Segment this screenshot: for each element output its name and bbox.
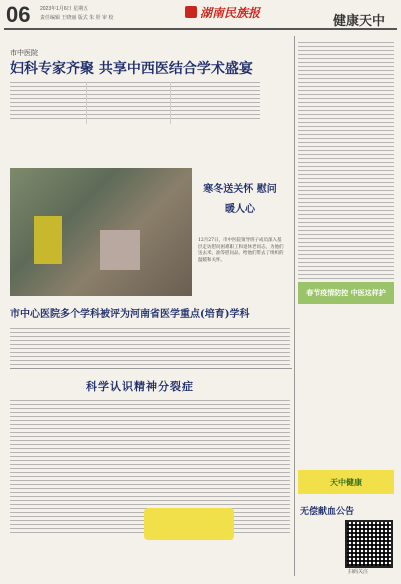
date-line: 2023年1月6日 星期五 <box>40 6 89 12</box>
col-divider <box>86 82 87 124</box>
right-banner-yellow <box>298 470 394 494</box>
photo-story-headline-text: 寒冬送关怀 慰问暖人心 <box>203 184 277 215</box>
paper-name: 湖南民族报 <box>200 6 261 20</box>
masthead <box>0 0 401 36</box>
news-photo <box>10 168 192 296</box>
banner-in-photo <box>34 216 62 264</box>
photo-story-headline <box>200 180 280 220</box>
story3-badge <box>144 508 234 540</box>
col-divider <box>170 82 171 124</box>
story1-kicker: 市中医院 <box>10 49 38 57</box>
right-banner-green-text: 春节疫情防控 中医这样护 <box>306 288 386 297</box>
story2-headline: 市中心医院多个学科被评为河南省医学重点(培育)学科 <box>10 309 250 320</box>
right-banner-green <box>298 282 394 304</box>
editor-line: 责任编辑 王晓丽 版式 朱 彤 审 校 <box>40 15 114 21</box>
photo-caption: 12月27日，市中医院领导班子成员深入基层走访慰问困难职工和退休老同志，为他们送去米、油等慰问品，给他们带去了组织的温暖和关怀。 <box>198 238 284 263</box>
page-number: 06 <box>6 2 31 27</box>
banner-in-photo <box>100 230 140 270</box>
story1-body <box>10 82 260 122</box>
section-name: 健康天中 <box>333 13 386 28</box>
paper-logo-icon <box>185 6 197 18</box>
right-col-divider <box>294 36 295 576</box>
right-banner-yellow-text: 天中健康 <box>330 476 362 487</box>
right-col-body <box>298 42 394 282</box>
section-rule <box>10 368 292 369</box>
qr-code-icon <box>345 520 393 568</box>
masthead-rule <box>4 28 397 30</box>
story2-body <box>10 328 290 368</box>
story1-headline: 妇科专家齐聚 共享中西医结合学术盛宴 <box>10 61 253 77</box>
right-sub-headline: 无偿献血公告 <box>300 507 355 517</box>
story3-headline: 科学认识精神分裂症 <box>86 380 194 393</box>
qr-label: 扫码关注 <box>348 569 369 575</box>
